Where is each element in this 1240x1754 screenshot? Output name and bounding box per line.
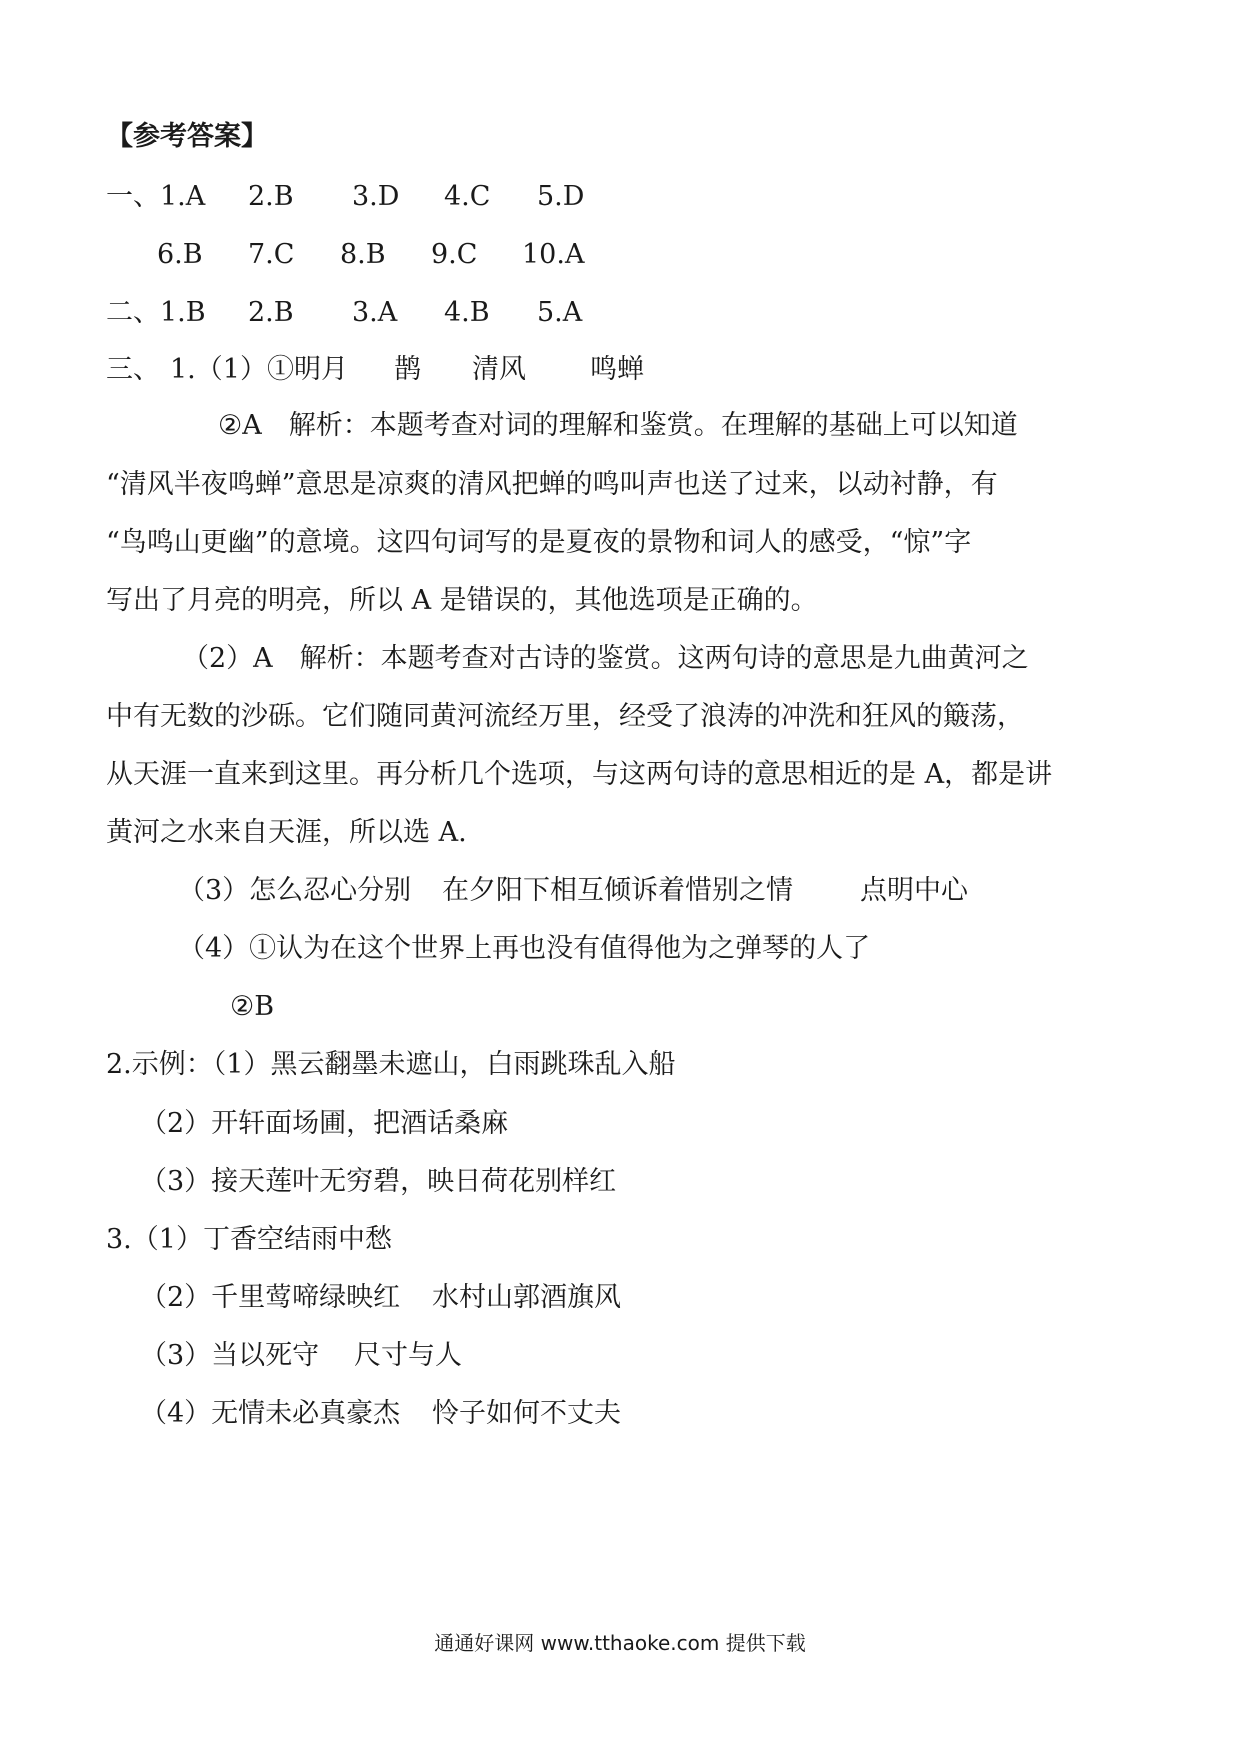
answer-text: （2）千里莺啼绿映红 (140, 1282, 401, 1313)
answer-item: 10.A (522, 239, 585, 270)
paragraph-text: 写出了月亮的明亮，所以 A 是错误的，其他选项是正确的。 (106, 585, 818, 616)
page-footer: 通通好课网 www.tthaoke.com 提供下载 (434, 1631, 806, 1655)
paragraph-text: 中有无数的沙砾。它们随同黄河流经万里，经受了浪涛的冲洗和狂风的簸荡， (106, 701, 1024, 732)
answer-item: 2.B (248, 297, 294, 328)
answer-item: 2.B (248, 181, 294, 212)
answer-item: 3.D (352, 181, 400, 212)
answer-text: （4）①认为在这个世界上再也没有值得他为之弹琴的人了 (178, 933, 871, 964)
answer-text: （3）怎么忍心分别 (178, 875, 412, 906)
answer-item: 7.C (248, 239, 295, 270)
paragraph-text: 黄河之水来自天涯，所以选 A. (106, 817, 467, 848)
paragraph-text: 从天涯一直来到这里。再分析几个选项，与这两句诗的意思相近的是 A，都是讲 (106, 759, 1053, 790)
answer-item: 3.A (352, 297, 398, 328)
answer-item: 清风 (472, 354, 526, 385)
answer-text: ②B (230, 991, 275, 1022)
answer-text: 3.（1）丁香空结雨中愁 (106, 1224, 392, 1255)
answer-item: 9.C (431, 239, 478, 270)
paragraph-text: “清风半夜鸣蝉”意思是凉爽的清风把蝉的鸣叫声也送了过来，以动衬静，有 (106, 469, 998, 500)
answer-text: 在夕阳下相互倾诉着惜别之情 (442, 875, 793, 906)
answer-text: （3）接天莲叶无穷碧，映日荷花别样红 (140, 1166, 617, 1197)
page-title-text: 【参考答案】 (106, 121, 268, 152)
answer-text: 1.（1）①明月 (170, 354, 348, 385)
paragraph-text: （2）A 解析：本题考查对古诗的鉴赏。这两句诗的意思是九曲黄河之 (182, 643, 1029, 674)
answer-text: 2.示例：（1）黑云翻墨未遮山，白雨跳珠乱入船 (106, 1049, 676, 1080)
paragraph-text: ②A 解析：本题考查对词的理解和鉴赏。在理解的基础上可以知道 (218, 410, 1018, 441)
answer-item: 6.B (157, 239, 203, 270)
answer-item: 5.D (537, 181, 585, 212)
answer-item: 4.C (444, 181, 491, 212)
answer-text: 尺寸与人 (354, 1340, 462, 1371)
answer-item: 鹊 (394, 354, 421, 385)
answer-text: （3）当以死守 (140, 1340, 320, 1371)
answer-item: 5.A (537, 297, 583, 328)
answer-item: 8.B (340, 239, 386, 270)
section3-label: 三、 (106, 354, 160, 385)
section2-label: 二、 (106, 297, 160, 328)
answer-text: （4）无情未必真豪杰 (140, 1398, 401, 1429)
paragraph-text: “鸟鸣山更幽”的意境。这四句词写的是夏夜的景物和词人的感受，“惊”字 (106, 527, 972, 558)
answer-item: 1.A (160, 181, 206, 212)
answer-item: 4.B (444, 297, 490, 328)
answer-item: 鸣蝉 (590, 354, 644, 385)
answer-text: 水村山郭酒旗风 (432, 1282, 621, 1313)
answer-text: 点明中心 (860, 875, 968, 906)
answer-item: 1.B (160, 297, 206, 328)
section1-label: 一、 (106, 181, 160, 212)
answer-text: 怜子如何不丈夫 (432, 1398, 621, 1429)
answer-text: （2）开轩面场圃，把酒话桑麻 (140, 1108, 509, 1139)
